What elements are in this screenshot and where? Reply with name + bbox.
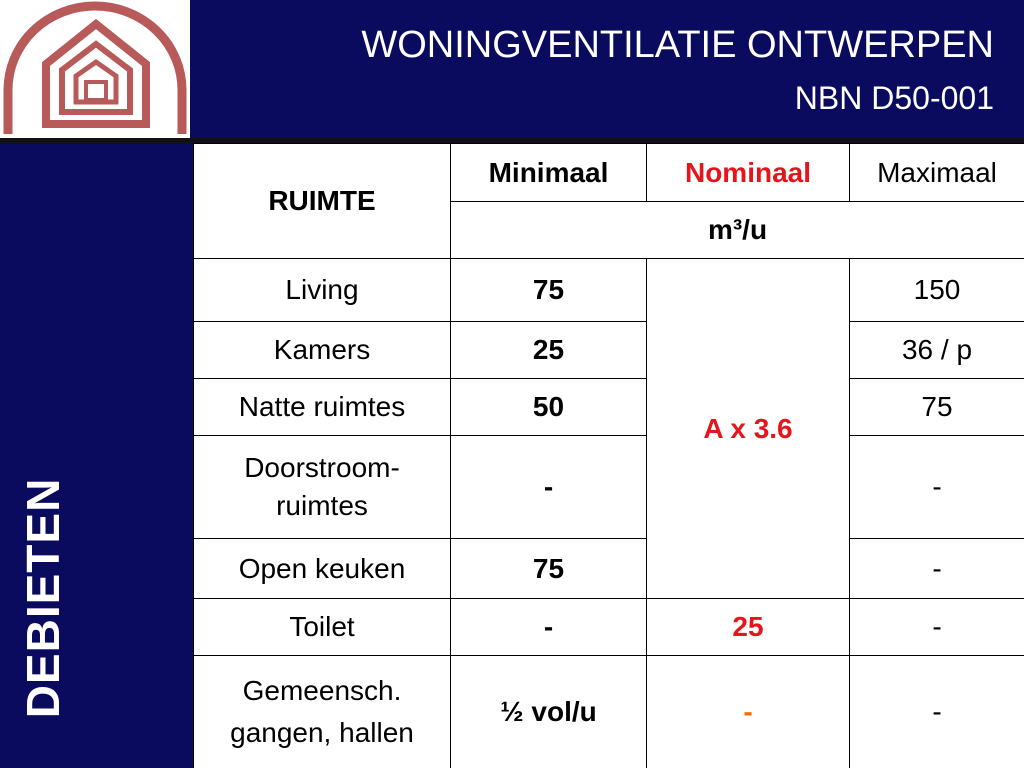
cell-nominal-merged: A x 3.6 <box>647 259 850 599</box>
cell-room-line: Gemeensch. <box>242 675 402 706</box>
cell-room <box>194 656 451 768</box>
cell-room <box>194 436 451 539</box>
cell-maximum: 75 <box>850 379 1024 436</box>
cell-nominal: 25 <box>647 599 850 656</box>
header-nominal: Nominaal <box>647 144 850 202</box>
table-header-row <box>194 144 1024 202</box>
cell-room: Kamers <box>194 322 451 379</box>
cell-minimum: ½ vol/u <box>451 656 647 768</box>
header-room: RUIMTE <box>194 144 451 259</box>
header-unit: m³/u <box>451 202 1024 259</box>
cell-maximum: - <box>850 539 1024 599</box>
table-row <box>194 539 1024 599</box>
cell-maximum: - <box>850 436 1024 539</box>
logo <box>0 0 190 138</box>
page-subtitle: NBN D50-001 <box>794 80 994 116</box>
cell-minimum: - <box>451 436 647 539</box>
table-row <box>194 436 1024 539</box>
sidebar <box>0 143 193 768</box>
cell-minimum: 75 <box>451 259 647 322</box>
cell-nominal: - <box>647 656 850 768</box>
cell-room: Toilet <box>194 599 451 656</box>
cell-room: Open keuken <box>194 539 451 599</box>
cell-minimum: 75 <box>451 539 647 599</box>
cell-maximum: - <box>850 656 1024 768</box>
sidebar-label: DEBIETEN <box>17 477 69 719</box>
table-row <box>194 322 1024 379</box>
cell-room-line: gangen, hallen <box>230 717 414 748</box>
table-row <box>194 599 1024 656</box>
house-arch-logo-icon <box>0 0 190 138</box>
cell-maximum: 36 / p <box>850 322 1024 379</box>
cell-minimum: - <box>451 599 647 656</box>
cell-room-line: Doorstroom- <box>244 452 400 484</box>
table-row <box>194 379 1024 436</box>
table-row <box>194 259 1024 322</box>
cell-minimum: 25 <box>451 322 647 379</box>
flow-rate-table <box>193 143 1024 768</box>
header-minimum: Minimaal <box>451 144 647 202</box>
cell-maximum: 150 <box>850 259 1024 322</box>
cell-room-line: ruimtes <box>276 490 368 521</box>
cell-minimum: 50 <box>451 379 647 436</box>
page-title: WONINGVENTILATIE ONTWERPEN <box>361 24 994 66</box>
cell-room: Natte ruimtes <box>194 379 451 436</box>
header-maximum: Maximaal <box>850 144 1024 202</box>
cell-room: Living <box>194 259 451 322</box>
cell-maximum: - <box>850 599 1024 656</box>
table-row <box>194 656 1024 768</box>
header <box>190 0 1024 138</box>
